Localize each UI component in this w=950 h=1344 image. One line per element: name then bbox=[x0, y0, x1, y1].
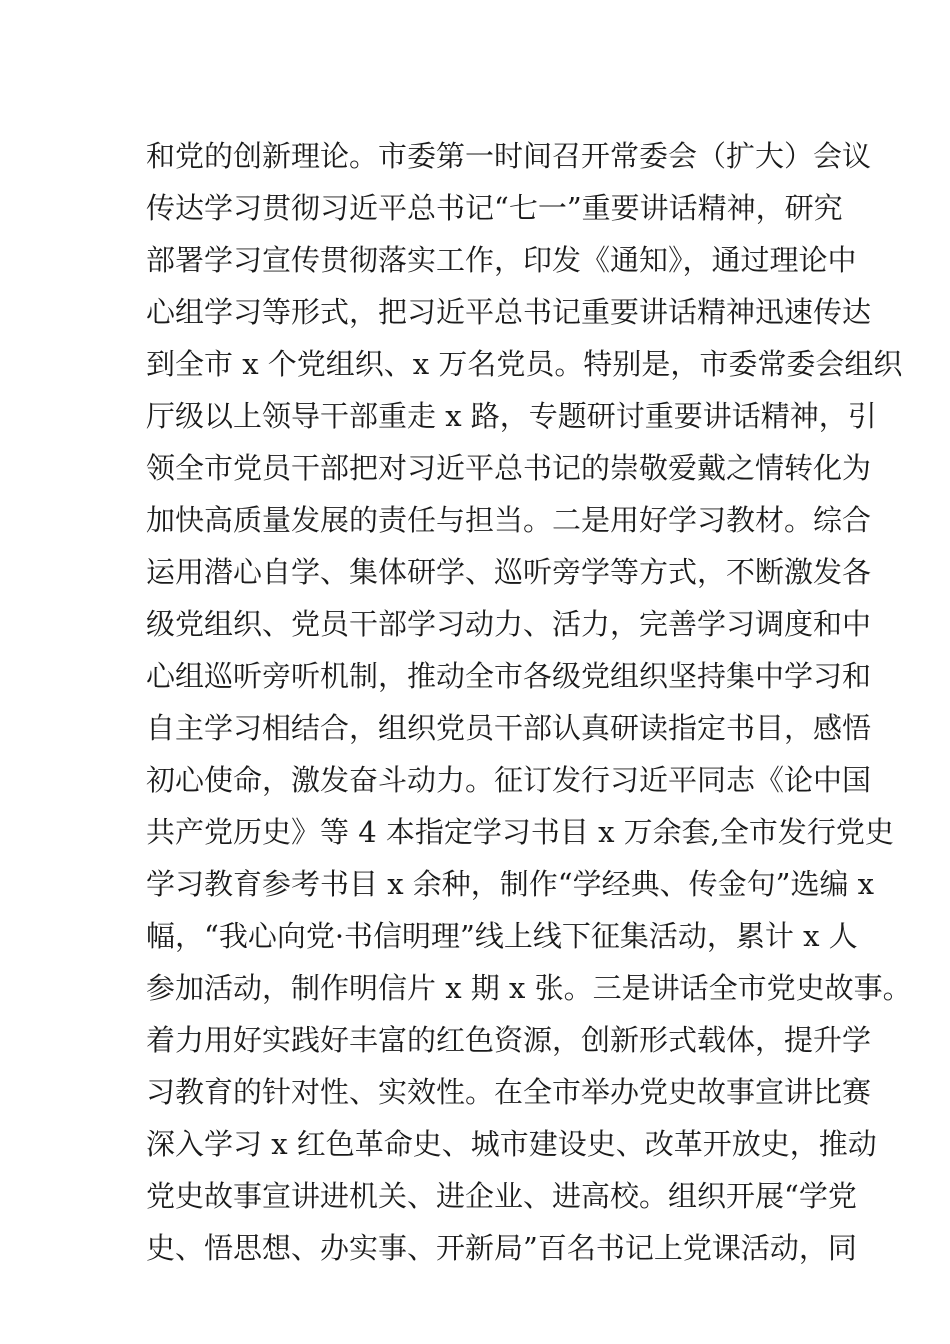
text-line: 运用潜心自学、集体研学、巡听旁学等方式，不断激发各 bbox=[146, 555, 872, 589]
text-line: 共产党历史》等 4 本指定学习书目 x 万余套,全市发行党史 bbox=[146, 815, 894, 849]
text-line: 部署学习宣传贯彻落实工作，印发《通知》，通过理论中 bbox=[146, 243, 857, 277]
text-line: 深入学习 x 红色革命史、城市建设史、改革开放史，推动 bbox=[146, 1127, 877, 1161]
text-line: 习教育的针对性、实效性。在全市举办党史故事宣讲比赛 bbox=[146, 1075, 872, 1109]
text-line: 领全市党员干部把对习近平总书记的崇敬爱戴之情转化为 bbox=[146, 451, 872, 485]
text-line: 和党的创新理论。市委第一时间召开常委会（扩大）会议 bbox=[146, 139, 872, 173]
text-line: 心组巡听旁听机制，推动全市各级党组织坚持集中学习和 bbox=[146, 659, 872, 693]
text-line: 传达学习贯彻习近平总书记“七一”重要讲话精神，研究 bbox=[146, 191, 843, 225]
body-text bbox=[146, 130, 912, 1274]
text-line: 初心使命，激发奋斗动力。征订发行习近平同志《论中国 bbox=[146, 763, 872, 797]
text-line: 史、悟思想、办实事、开新局”百名书记上党课活动，同 bbox=[146, 1231, 857, 1265]
text-line: 自主学习相结合，组织党员干部认真研读指定书目，感悟 bbox=[146, 711, 872, 745]
text-line: 厅级以上领导干部重走 x 路，专题研讨重要讲话精神，引 bbox=[146, 399, 877, 433]
text-line: 幅，“我心向党·书信明理”线上线下征集活动，累计 x 人 bbox=[146, 919, 858, 953]
text-line: 心组学习等形式，把习近平总书记重要讲话精神迅速传达 bbox=[146, 295, 872, 329]
text-line: 到全市 x 个党组织、x 万名党员。特别是，市委常委会组织 bbox=[146, 347, 903, 381]
text-line: 党史故事宣讲进机关、进企业、进高校。组织开展“学党 bbox=[146, 1179, 857, 1213]
text-line: 学习教育参考书目 x 余种，制作“学经典、传金句”选编 x bbox=[146, 867, 875, 901]
text-line: 着力用好实践好丰富的红色资源，创新形式载体，提升学 bbox=[146, 1023, 872, 1057]
text-line: 加快高质量发展的责任与担当。二是用好学习教材。综合 bbox=[146, 503, 872, 537]
text-line: 参加活动，制作明信片 x 期 x 张。三是讲话全市党史故事。 bbox=[146, 971, 912, 1005]
text-line: 级党组织、党员干部学习动力、活力，完善学习调度和中 bbox=[146, 607, 872, 641]
